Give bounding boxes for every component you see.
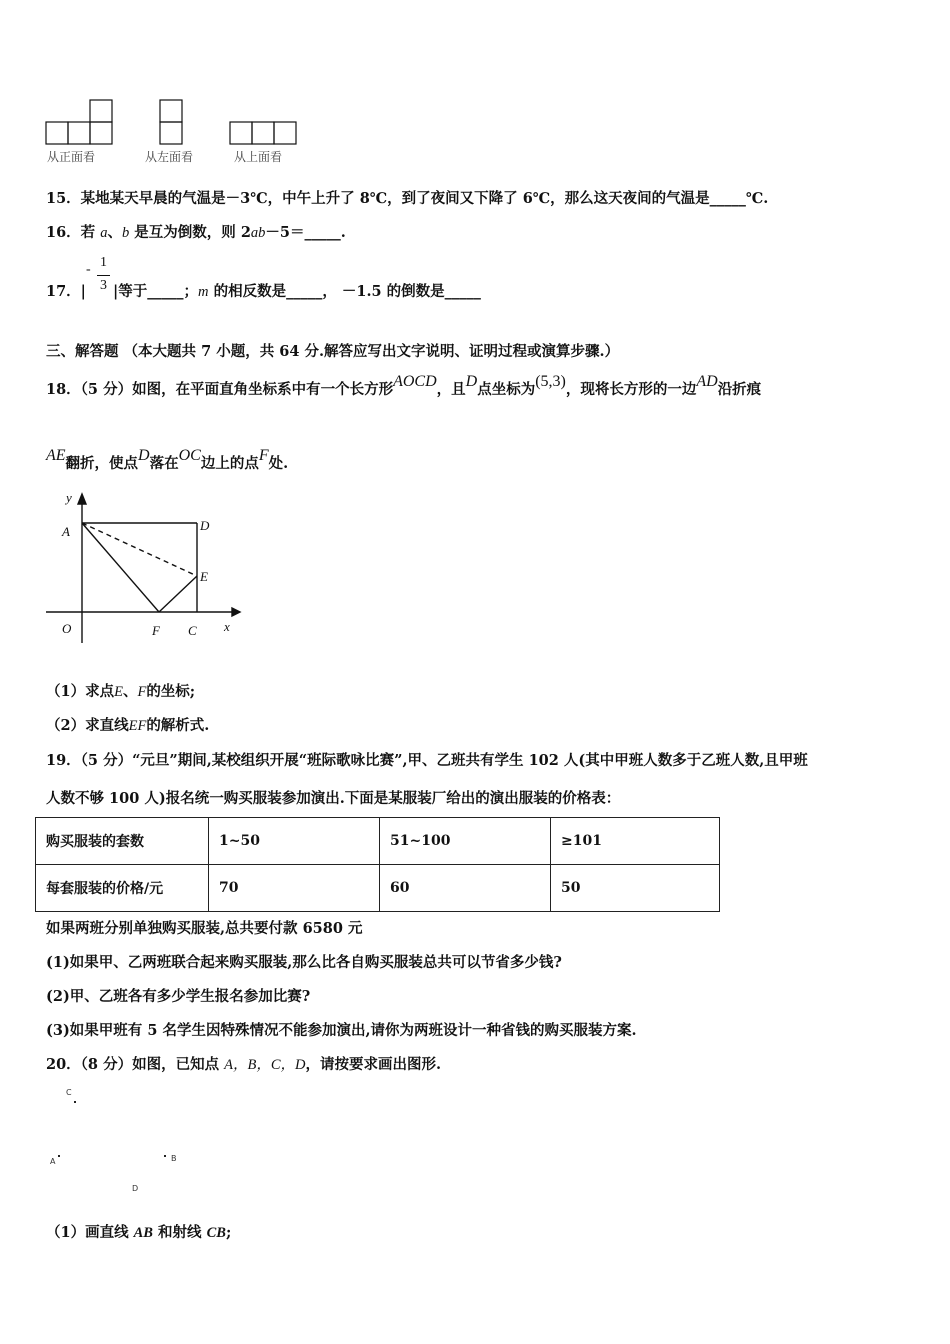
label-D: D xyxy=(132,1184,139,1193)
edge-AD: AD xyxy=(696,373,718,390)
point-B-dot xyxy=(164,1155,166,1157)
q16-text: 是互为倒数，则 2 xyxy=(129,224,251,241)
point-D: D xyxy=(138,447,150,464)
q18-text: ，现将长方形的一边 xyxy=(565,381,697,398)
front-view-cell xyxy=(68,122,90,144)
label-O: O xyxy=(62,621,72,636)
label-B: B xyxy=(171,1154,177,1163)
q20-sub-text: 和射线 xyxy=(152,1224,207,1241)
x-axis-arrow xyxy=(232,608,240,616)
fraction-denominator: 3 xyxy=(100,278,107,293)
q18-text: 点坐标为 xyxy=(477,381,536,398)
table-cell: 50 xyxy=(551,865,720,912)
top-view-cell xyxy=(230,122,252,144)
q16-text: 、 xyxy=(107,224,122,241)
q18-sub2 xyxy=(46,714,209,735)
q17-text: |等于_____； xyxy=(113,283,199,300)
label-C: C xyxy=(188,623,197,638)
line-AB: AB xyxy=(133,1225,153,1241)
var-b: b xyxy=(121,225,130,241)
points-ABCD: A，B，C，D xyxy=(224,1057,306,1073)
y-axis-arrow xyxy=(78,494,86,504)
table-row xyxy=(36,865,720,912)
label-F: F xyxy=(152,623,160,638)
q18-text: 边上的点 xyxy=(200,455,259,472)
question-15: 15．某地某天早晨的气温是－3℃，中午上升了 8℃，到了夜间又下降了 6℃，那么这天夜间的气温是_____℃. xyxy=(46,190,769,207)
q16-text: －5＝_____. xyxy=(265,224,346,241)
point-F: F xyxy=(137,684,147,700)
question-16 xyxy=(46,221,346,242)
side-OC: OC xyxy=(178,447,201,464)
label-A: A xyxy=(50,1157,56,1166)
q18-text: 沿折痕 xyxy=(717,381,762,398)
q19-sub2: (2)甲、乙班各有多少学生报名参加比赛? xyxy=(46,988,311,1005)
fraction-sign: - xyxy=(86,262,91,277)
q18-text: ，且 xyxy=(436,381,466,398)
front-view-cell xyxy=(90,122,112,144)
q18-coordinate-figure xyxy=(40,488,250,648)
q16-text: 16．若 xyxy=(46,224,101,241)
point-C-dot xyxy=(74,1101,76,1103)
q20-sub-text: （1）画直线 xyxy=(46,1224,134,1241)
q18-text: 落在 xyxy=(149,455,179,472)
q20-sub-text: ; xyxy=(225,1224,232,1241)
table-cell: 1~50 xyxy=(209,818,380,865)
front-view-cell xyxy=(46,122,68,144)
fraction-numerator: 1 xyxy=(100,255,107,270)
table-row xyxy=(36,818,720,865)
q17-number: 17．| xyxy=(46,283,86,300)
left-view-cell xyxy=(160,100,182,122)
var-ab: ab xyxy=(250,225,266,241)
q17-fraction xyxy=(86,255,116,295)
label-x: x xyxy=(224,619,230,634)
table-cell: ≥101 xyxy=(551,818,720,865)
q18-text: 18．（5 分）如图，在平面直角坐标系中有一个长方形 xyxy=(46,381,394,398)
segment-FE xyxy=(159,576,197,612)
label-D: D xyxy=(200,518,210,533)
crease-AE: AE xyxy=(46,447,66,464)
q20-sub1 xyxy=(46,1221,231,1242)
q18-sub-text: 的坐标; xyxy=(146,683,196,700)
front-view-caption: 从正面看 xyxy=(47,150,96,164)
q19-note: 如果两班分别单独购买服装,总共要付款 6580 元 xyxy=(46,920,363,937)
q19-sub3: (3)如果甲班有 5 名学生因特殊情况不能参加演出,请你为两班设计一种省钱的购买服装方案. xyxy=(46,1022,637,1039)
q18-sub1 xyxy=(46,680,195,701)
left-view-caption: 从左面看 xyxy=(145,150,194,164)
q18-sub-text: 的解析式. xyxy=(146,717,210,734)
ray-CB: CB xyxy=(206,1225,226,1241)
table-cell: 购买服装的套数 xyxy=(36,818,209,865)
top-view-caption: 从上面看 xyxy=(234,150,283,164)
question-18-line1 xyxy=(46,373,762,399)
question-18-line2 xyxy=(46,447,289,473)
table-cell: 每套服装的价格/元 xyxy=(36,865,209,912)
table-cell: 60 xyxy=(380,865,551,912)
q18-text: 处. xyxy=(268,455,289,472)
rect-AOCD: AOCD xyxy=(393,373,437,390)
label-C: C xyxy=(66,1088,72,1097)
price-table xyxy=(35,817,720,912)
top-view-cell xyxy=(252,122,274,144)
label-A: A xyxy=(62,524,70,539)
coordinate-D: (5,3) xyxy=(535,373,566,390)
question-19-line2: 人数不够 100 人)报名统一购买服装参加演出.下面是某服装厂给出的演出服装的价格表： xyxy=(46,790,621,807)
q20-text: ，请按要求画出图形. xyxy=(305,1056,442,1073)
section-3-title: 三、解答题 （本大题共 7 小题，共 64 分.解答应写出文字说明、证明过程或演算步骤.） xyxy=(46,343,620,360)
question-20 xyxy=(46,1053,441,1074)
var-a: a xyxy=(100,225,108,241)
q20-text: 20．（8 分）如图，已知点 xyxy=(46,1056,225,1073)
point-A-dot xyxy=(58,1155,60,1157)
top-view-cell xyxy=(274,122,296,144)
label-y: y xyxy=(66,490,72,505)
fraction-bar xyxy=(97,275,110,276)
line-EF: EF xyxy=(128,718,147,734)
segment-AF xyxy=(82,523,159,612)
q18-sub-text: （2）求直线 xyxy=(46,717,129,734)
q19-sub1: (1)如果甲、乙两班联合起来购买服装,那么比各自购买服装总共可以节省多少钱? xyxy=(46,954,562,971)
table-cell: 51~100 xyxy=(380,818,551,865)
table-cell: 70 xyxy=(209,865,380,912)
point-D: D xyxy=(465,373,478,390)
q17-text: 的相反数是_____， －1.5 的倒数是_____ xyxy=(208,283,481,300)
var-m: m xyxy=(198,284,209,300)
label-E: E xyxy=(200,569,208,584)
point-E: E xyxy=(114,684,123,700)
point-F: F xyxy=(258,447,269,464)
segment-AE-dashed xyxy=(82,523,197,576)
question-19-line1: 19．（5 分）“元旦”期间,某校组织开展“班际歌咏比赛”,甲、乙班共有学生 102 人(其中甲班人数多于乙班人数,且甲班 xyxy=(46,752,808,769)
q18-text: 翻折，使点 xyxy=(65,455,139,472)
q18-sub-text: 、 xyxy=(122,683,138,700)
left-view-cell xyxy=(160,122,182,144)
front-view-cell xyxy=(90,100,112,122)
q18-sub-text: （1）求点 xyxy=(46,683,115,700)
